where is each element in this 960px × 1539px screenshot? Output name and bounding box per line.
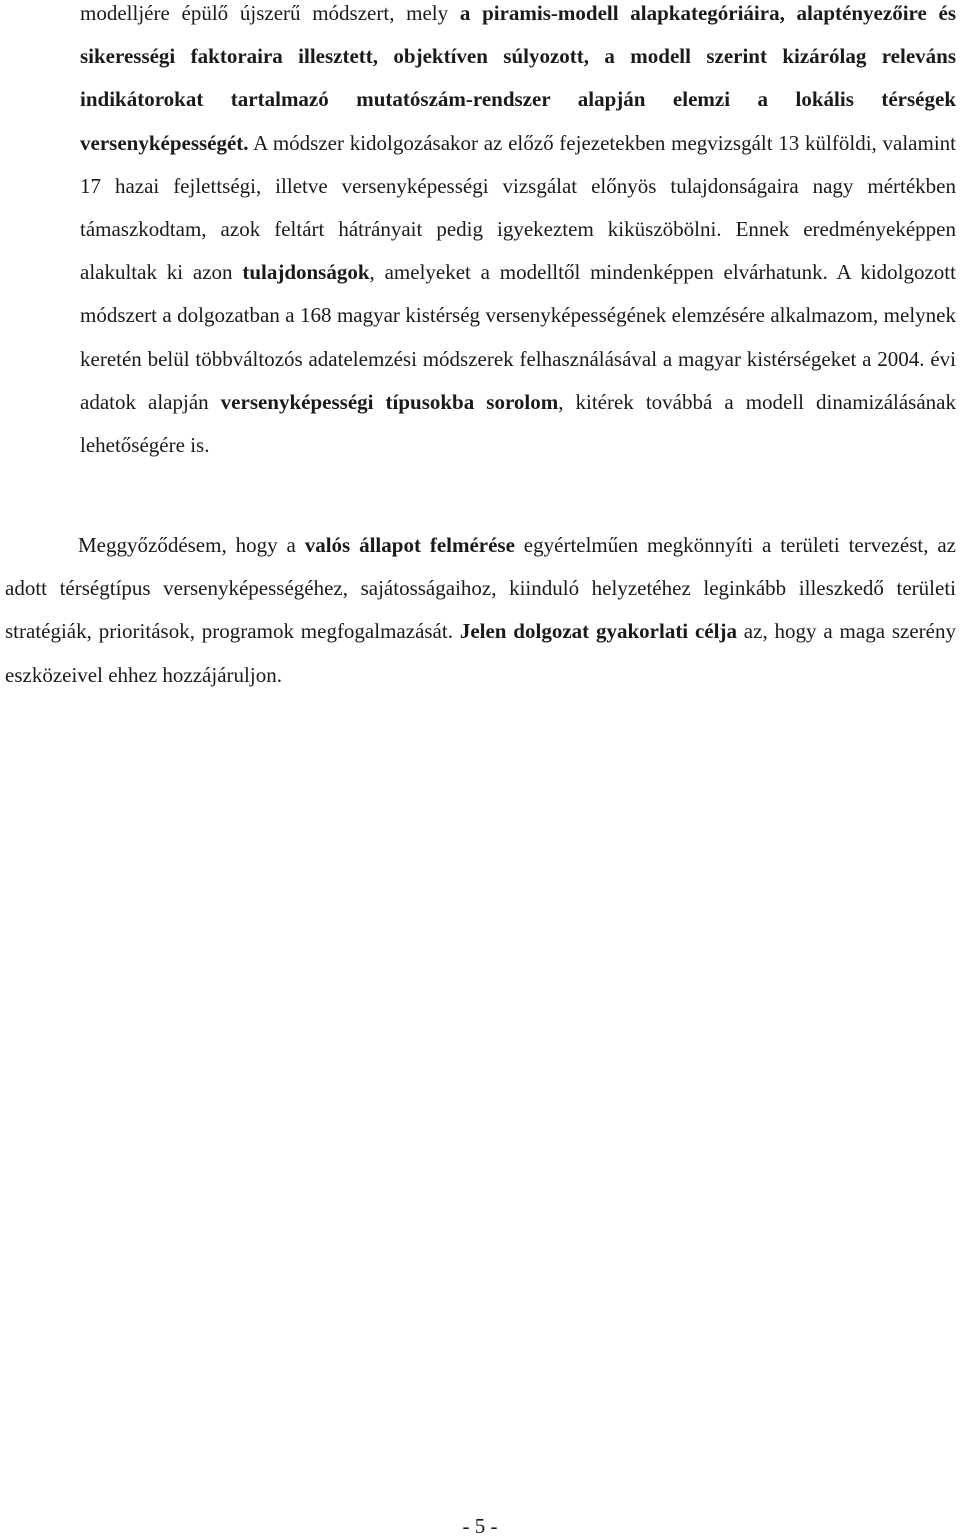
para2-bold-2: Jelen dolgozat gyakorlati célja: [459, 619, 737, 644]
page-number: - 5 -: [462, 1514, 498, 1538]
para1-text-4: , kitérek továbbá a modell dinamizálásának lehetőségére is.: [80, 389, 956, 458]
para2-text-2: egyértelműen megkönnyíti a területi tervezést, az adott térségtípus versenyképességéhez, sajátosságaihoz, kiinduló helyzetéhez leginkább illeszkedő területi stratégiák, prioritások, programok megfogalmazását.: [5, 533, 956, 644]
para1-bold-2: tulajdonságok: [242, 260, 370, 285]
para1-text-3: , amelyeket a modelltől mindenképpen elvárhatunk. A kidolgozott módszert a dolgozatban a 168 magyar kistérség versenyképességének elemzésére alkalmazom, melynek keretén belül többváltozós adatelemzési módszerek felhasználásával a magyar kistérségeket a 2004. évi adatok alapján: [80, 260, 956, 414]
body-paragraph-2: [5, 524, 956, 697]
para2-bold-1: valós állapot felmérése: [304, 533, 515, 557]
body-paragraph-1: [80, 0, 956, 467]
para1-text-1: modelljére épülő újszerű módszert, mely: [80, 1, 460, 25]
para2-text-3: az, hogy a maga szerény eszközeivel ehhez hozzájáruljon.: [5, 619, 956, 687]
para1-text-2: A módszer kidolgozásakor az előző fejezetekben megvizsgált 13 külföldi, valamint 17 hazai fejlettségi, illetve versenyképességi vizsgálat előnyös tulajdonságaira nagy mértékben támaszkodtam, azok feltárt hátrányait pedig igyekeztem kiküszöbölni. Ennek eredményeképpen alakultak ki azon: [80, 130, 956, 285]
para2-text-1: Meggyőződésem, hogy a: [78, 533, 305, 557]
para1-bold-3: versenyképességi típusokba sorolom: [220, 389, 559, 414]
para1-bold-1: a piramis-modell alapkategóriáira, alaptényezőire és sikerességi faktoraira illesztett, objektíven súlyozott, a modell szerint kizárólag releváns indikátorokat tartalmazó mutatószám-rendszer alapján elemzi a lokális térségek versenyképességét.: [80, 1, 956, 155]
